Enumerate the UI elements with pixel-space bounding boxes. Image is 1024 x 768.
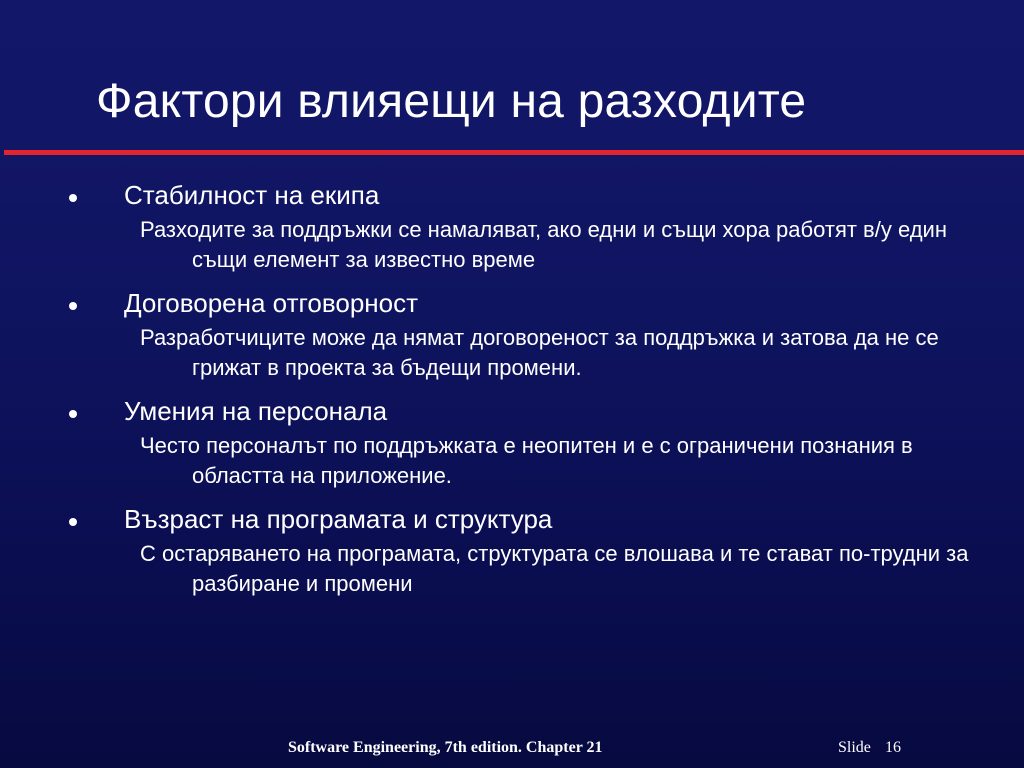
bullet-heading: Умения на персонала [124,396,388,426]
list-item [0,176,1024,275]
bullet-icon [69,518,77,526]
bullet-detail: Често персоналът по поддръжката е неопитен и е с ограничени познания в областта на приложение. [140,433,913,488]
bullet-detail: С остаряването на програмата, структурата се влошава и те стават по-трудни за разбиране и промени [140,541,969,596]
footer-course-title: Software Engineering, 7th edition. Chapter 21 [288,739,603,756]
bullet-heading: Договорена отговорност [124,288,419,318]
slide-title: Фактори влияещи на разходите [96,75,807,128]
bullet-icon [69,410,77,418]
bullet-detail: Разходите за поддръжки се намаляват, ако едни и същи хора работят в/у един същи елемент за известно време [140,217,947,272]
bullet-list [0,176,1024,608]
list-item [0,500,1024,599]
bullet-heading: Стабилност на екипа [124,180,380,210]
list-item [0,392,1024,491]
bullet-heading: Възраст на програмата и структура [124,504,553,534]
footer-slide-number: 16 [885,739,901,756]
footer-slide-label: Slide [838,739,871,756]
title-divider [4,150,1024,155]
bullet-detail: Разработчиците може да нямат договореност за поддръжка и затова да не се грижат в проекта за бъдещи промени. [140,325,939,380]
bullet-icon [69,194,77,202]
bullet-icon [69,302,77,310]
list-item [0,284,1024,383]
